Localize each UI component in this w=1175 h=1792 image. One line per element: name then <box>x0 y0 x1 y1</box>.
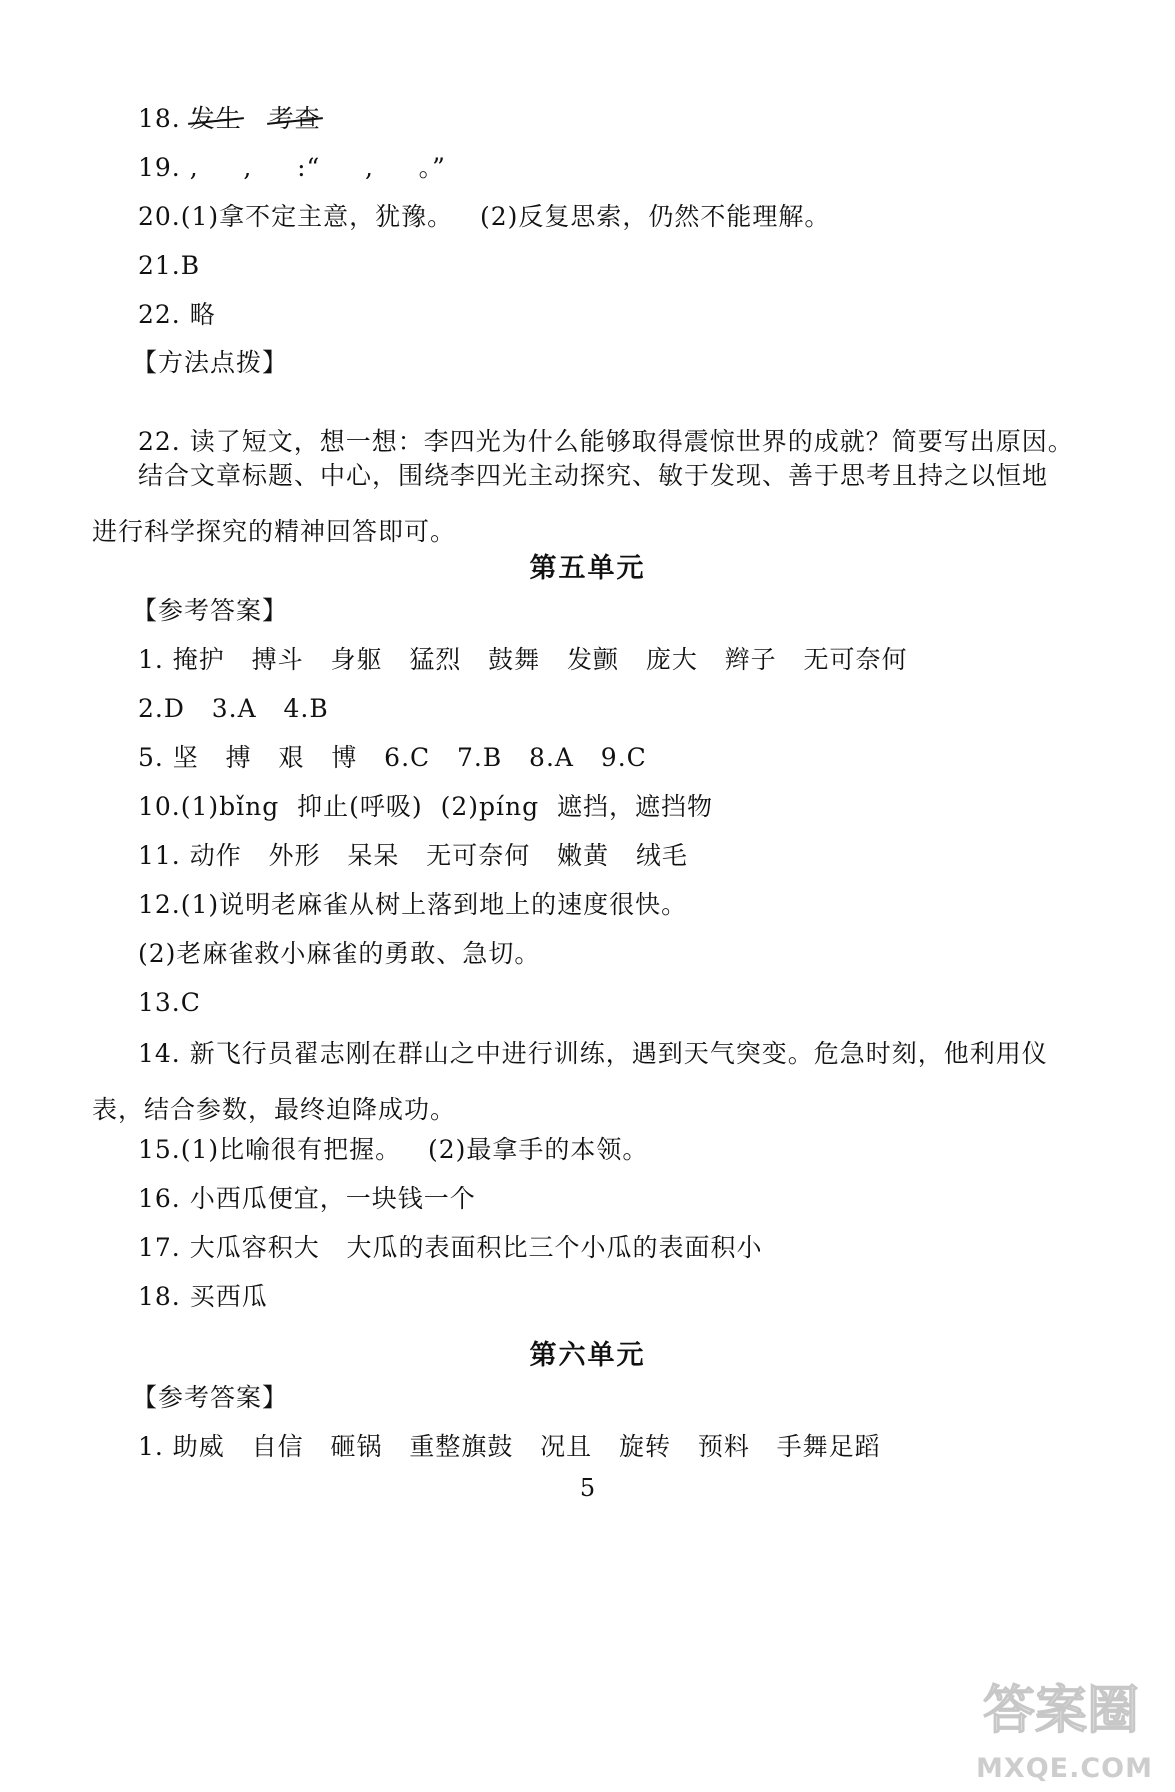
method-question: 22. 读了短文，想一想：李四光为什么能够取得震惊世界的成就？简要写出原因。 <box>138 427 1074 456</box>
unit-5-title: 第五单元 <box>529 553 646 584</box>
unit-6-answer-1: 1. 助威 自信 砸锅 重整旗鼓 况且 旋转 预料 手舞足蹈 <box>138 1432 881 1461</box>
unit-6-title: 第六单元 <box>529 1340 646 1371</box>
watermark-badge: 答案圈 <box>982 1680 1139 1741</box>
unit-5-answer-12-part-1: 12.(1)说明老麻雀从树上落到地上的速度很快。 <box>138 890 688 919</box>
answer-21: 21.B <box>138 251 201 280</box>
answer-18-number: 18. <box>138 104 190 133</box>
answer-22: 22. 略 <box>138 300 216 329</box>
watermark-logo <box>961 1664 1161 1784</box>
unit-5-answer-13: 13.C <box>138 988 201 1017</box>
unit-5-answer-10: 10.(1)bǐng 抑止(呼吸) (2)píng 遮挡，遮挡物 <box>138 792 713 821</box>
unit-6-reference-label: 【参考答案】 <box>132 1383 289 1412</box>
unit-5-answer-11: 11. 动作 外形 呆呆 无可奈何 嫩黄 绒毛 <box>138 841 688 870</box>
answer-20: 20.(1)拿不定主意，犹豫。 (2)反复思索，仍然不能理解。 <box>138 202 831 231</box>
method-label: 【方法点拨】 <box>132 348 289 377</box>
unit-5-answer-5-9: 5. 坚 搏 艰 博 6.C 7.B 8.A 9.C <box>138 743 647 772</box>
unit-5-answer-16: 16. 小西瓜便宜，一块钱一个 <box>138 1184 476 1213</box>
answer-18-word-2: 考查 <box>268 104 321 133</box>
page-number: 5 <box>579 1474 596 1502</box>
method-answer: 结合文章标题、中心，围绕李四光主动探究、敏于发现、善于思考且持之以恒地进行科学探究的精神回答即可。 <box>92 461 1049 546</box>
unit-5-answer-17: 17. 大瓜容积大 大瓜的表面积比三个小瓜的表面积小 <box>138 1233 763 1262</box>
answer-18-word-1: 发生 <box>189 104 242 133</box>
unit-5-answer-18: 18. 买西瓜 <box>138 1282 268 1311</box>
unit-5-answer-15: 15.(1)比喻很有把握。 (2)最拿手的本领。 <box>138 1135 649 1164</box>
answer-18 <box>138 104 321 134</box>
watermark-url: MXQE.COM <box>976 1753 1153 1784</box>
answer-19: 19. , , :“ , 。” <box>138 153 446 182</box>
unit-5-reference-label: 【参考答案】 <box>132 596 289 625</box>
unit-5-answer-12-part-2: (2)老麻雀救小麻雀的勇敢、急切。 <box>138 939 541 968</box>
unit-5-answer-1: 1. 掩护 搏斗 身躯 猛烈 鼓舞 发颤 庞大 辫子 无可奈何 <box>138 645 908 674</box>
unit-5-answer-2-4: 2.D 3.A 4.B <box>138 694 329 723</box>
unit-5-answer-14: 14. 新飞行员翟志刚在群山之中进行训练，遇到天气突变。危急时刻，他利用仪表，结合参数，最终迫降成功。 <box>92 1039 1048 1124</box>
